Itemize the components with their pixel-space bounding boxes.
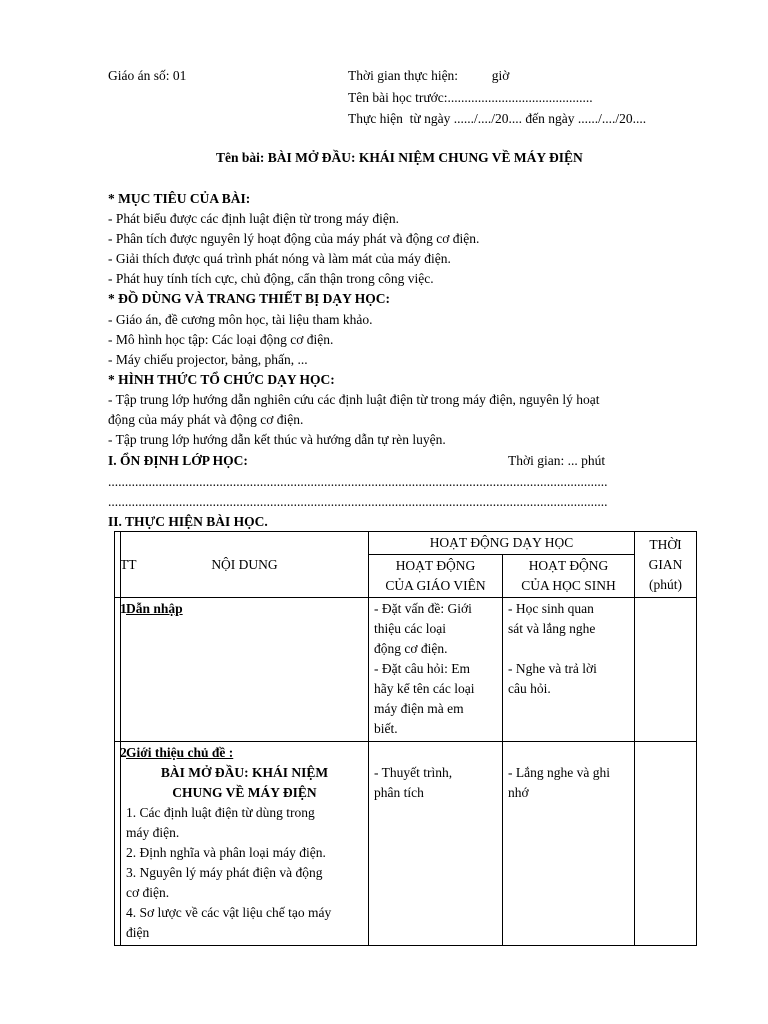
organization-item: - Tập trung lớp hướng dẫn kết thúc và hướng dẫn tự rèn luyện.	[108, 432, 446, 447]
date-range-field: Thực hiện từ ngày ....../..../20.... đến ngày ....../..../20....	[348, 111, 647, 126]
topic-item-cont: điện	[126, 925, 150, 940]
lesson-number: Giáo án số: 01	[108, 68, 187, 83]
organization-item: - Tập trung lớp hướng dẫn nghiên cứu các định luật điện từ trong máy điện, nguyên lý hoạt	[108, 392, 600, 407]
header-teacher: HOẠT ĐỘNG CỦA GIÁO VIÊN	[369, 555, 503, 598]
equipment-item: - Mô hình học tập: Các loại động cơ điện.	[108, 332, 334, 347]
objectives-heading: * MỤC TIÊU CỦA BÀI:	[108, 191, 251, 206]
row-content	[121, 598, 369, 742]
topic-item: 1. Các định luật điện từ dùng trong	[126, 805, 315, 820]
topic-item-cont: cơ điện.	[126, 885, 170, 900]
equipment-heading: * ĐỒ DÙNG VÀ TRANG THIẾT BỊ DẠY HỌC:	[108, 291, 391, 306]
objective-item: - Phát biểu được các định luật điện từ trong máy điện.	[108, 211, 399, 226]
organization-item-cont: động của máy phát và động cơ điện.	[108, 412, 304, 427]
topic-item: 2. Định nghĩa và phân loại máy điện.	[126, 845, 326, 860]
row-time	[635, 598, 697, 742]
row-number: 2	[115, 742, 121, 946]
row-student-activity: - Lắng nghe và ghi nhớ	[503, 742, 635, 946]
lesson-table	[114, 531, 697, 946]
topic-item: 4. Sơ lược về các vật liệu chế tạo máy	[126, 905, 332, 920]
objective-item: - Phát huy tính tích cực, chủ động, cẩn thận trong công việc.	[108, 271, 434, 286]
table-row	[115, 598, 697, 742]
dotted-line: ....................................................................................................................................................	[108, 474, 608, 489]
row-teacher-activity: - Đặt vấn đề: Giới thiệu các loại động cơ điện. - Đặt câu hỏi: Em hãy kể tên các loại máy điện mà em biết.	[369, 598, 503, 742]
row-teacher-activity: - Thuyết trình, phân tích	[369, 742, 503, 946]
row-content-title: Giới thiệu chủ đề :	[126, 745, 234, 760]
dotted-line: ....................................................................................................................................................	[108, 494, 608, 509]
objective-item: - Giải thích được quá trình phát nóng và làm mát của máy điện.	[108, 251, 451, 266]
section-1-time: Thời gian: ... phút	[508, 453, 606, 468]
topic-title: CHUNG VỀ MÁY ĐIỆN	[172, 785, 317, 800]
header-activities: HOẠT ĐỘNG DẠY HỌC	[369, 532, 635, 555]
objective-item: - Phân tích được nguyên lý hoạt động của máy phát và động cơ điện.	[108, 231, 480, 246]
topic-item: 3. Nguyên lý máy phát điện và động	[126, 865, 323, 880]
row-student-activity: - Học sinh quan sát và lắng nghe - Nghe và trả lời câu hỏi.	[503, 598, 635, 742]
organization-heading: * HÌNH THỨC TỔ CHỨC DẠY HỌC:	[108, 372, 335, 387]
equipment-item: - Máy chiếu projector, bảng, phấn, ...	[108, 352, 308, 367]
equipment-item: - Giáo án, đề cương môn học, tài liệu tham khảo.	[108, 312, 373, 327]
header-student: HOẠT ĐỘNG CỦA HỌC SINH	[503, 555, 635, 598]
header-time: THỜI GIAN (phút)	[635, 532, 697, 598]
previous-lesson-field: Tên bài học trước:...........................................	[348, 90, 593, 105]
table-row	[115, 742, 697, 946]
section-1-heading: I. ỔN ĐỊNH LỚP HỌC:	[108, 453, 248, 468]
section-2-heading: II. THỰC HIỆN BÀI HỌC.	[108, 514, 268, 529]
lesson-title: Tên bài: BÀI MỞ ĐẦU: KHÁI NIỆM CHUNG VỀ MÁY ĐIỆN	[216, 150, 583, 165]
topic-item-cont: máy điện.	[126, 825, 180, 840]
header-tt: TT	[115, 532, 121, 598]
row-time	[635, 742, 697, 946]
duration-field: Thời gian thực hiện: giờ	[348, 68, 510, 83]
topic-title: BÀI MỞ ĐẦU: KHÁI NIỆM	[160, 765, 329, 780]
row-number: 1	[115, 598, 121, 742]
row-content-title: Dẫn nhập	[126, 601, 183, 616]
row-content	[121, 742, 369, 946]
header-content: NỘI DUNG	[121, 532, 369, 598]
